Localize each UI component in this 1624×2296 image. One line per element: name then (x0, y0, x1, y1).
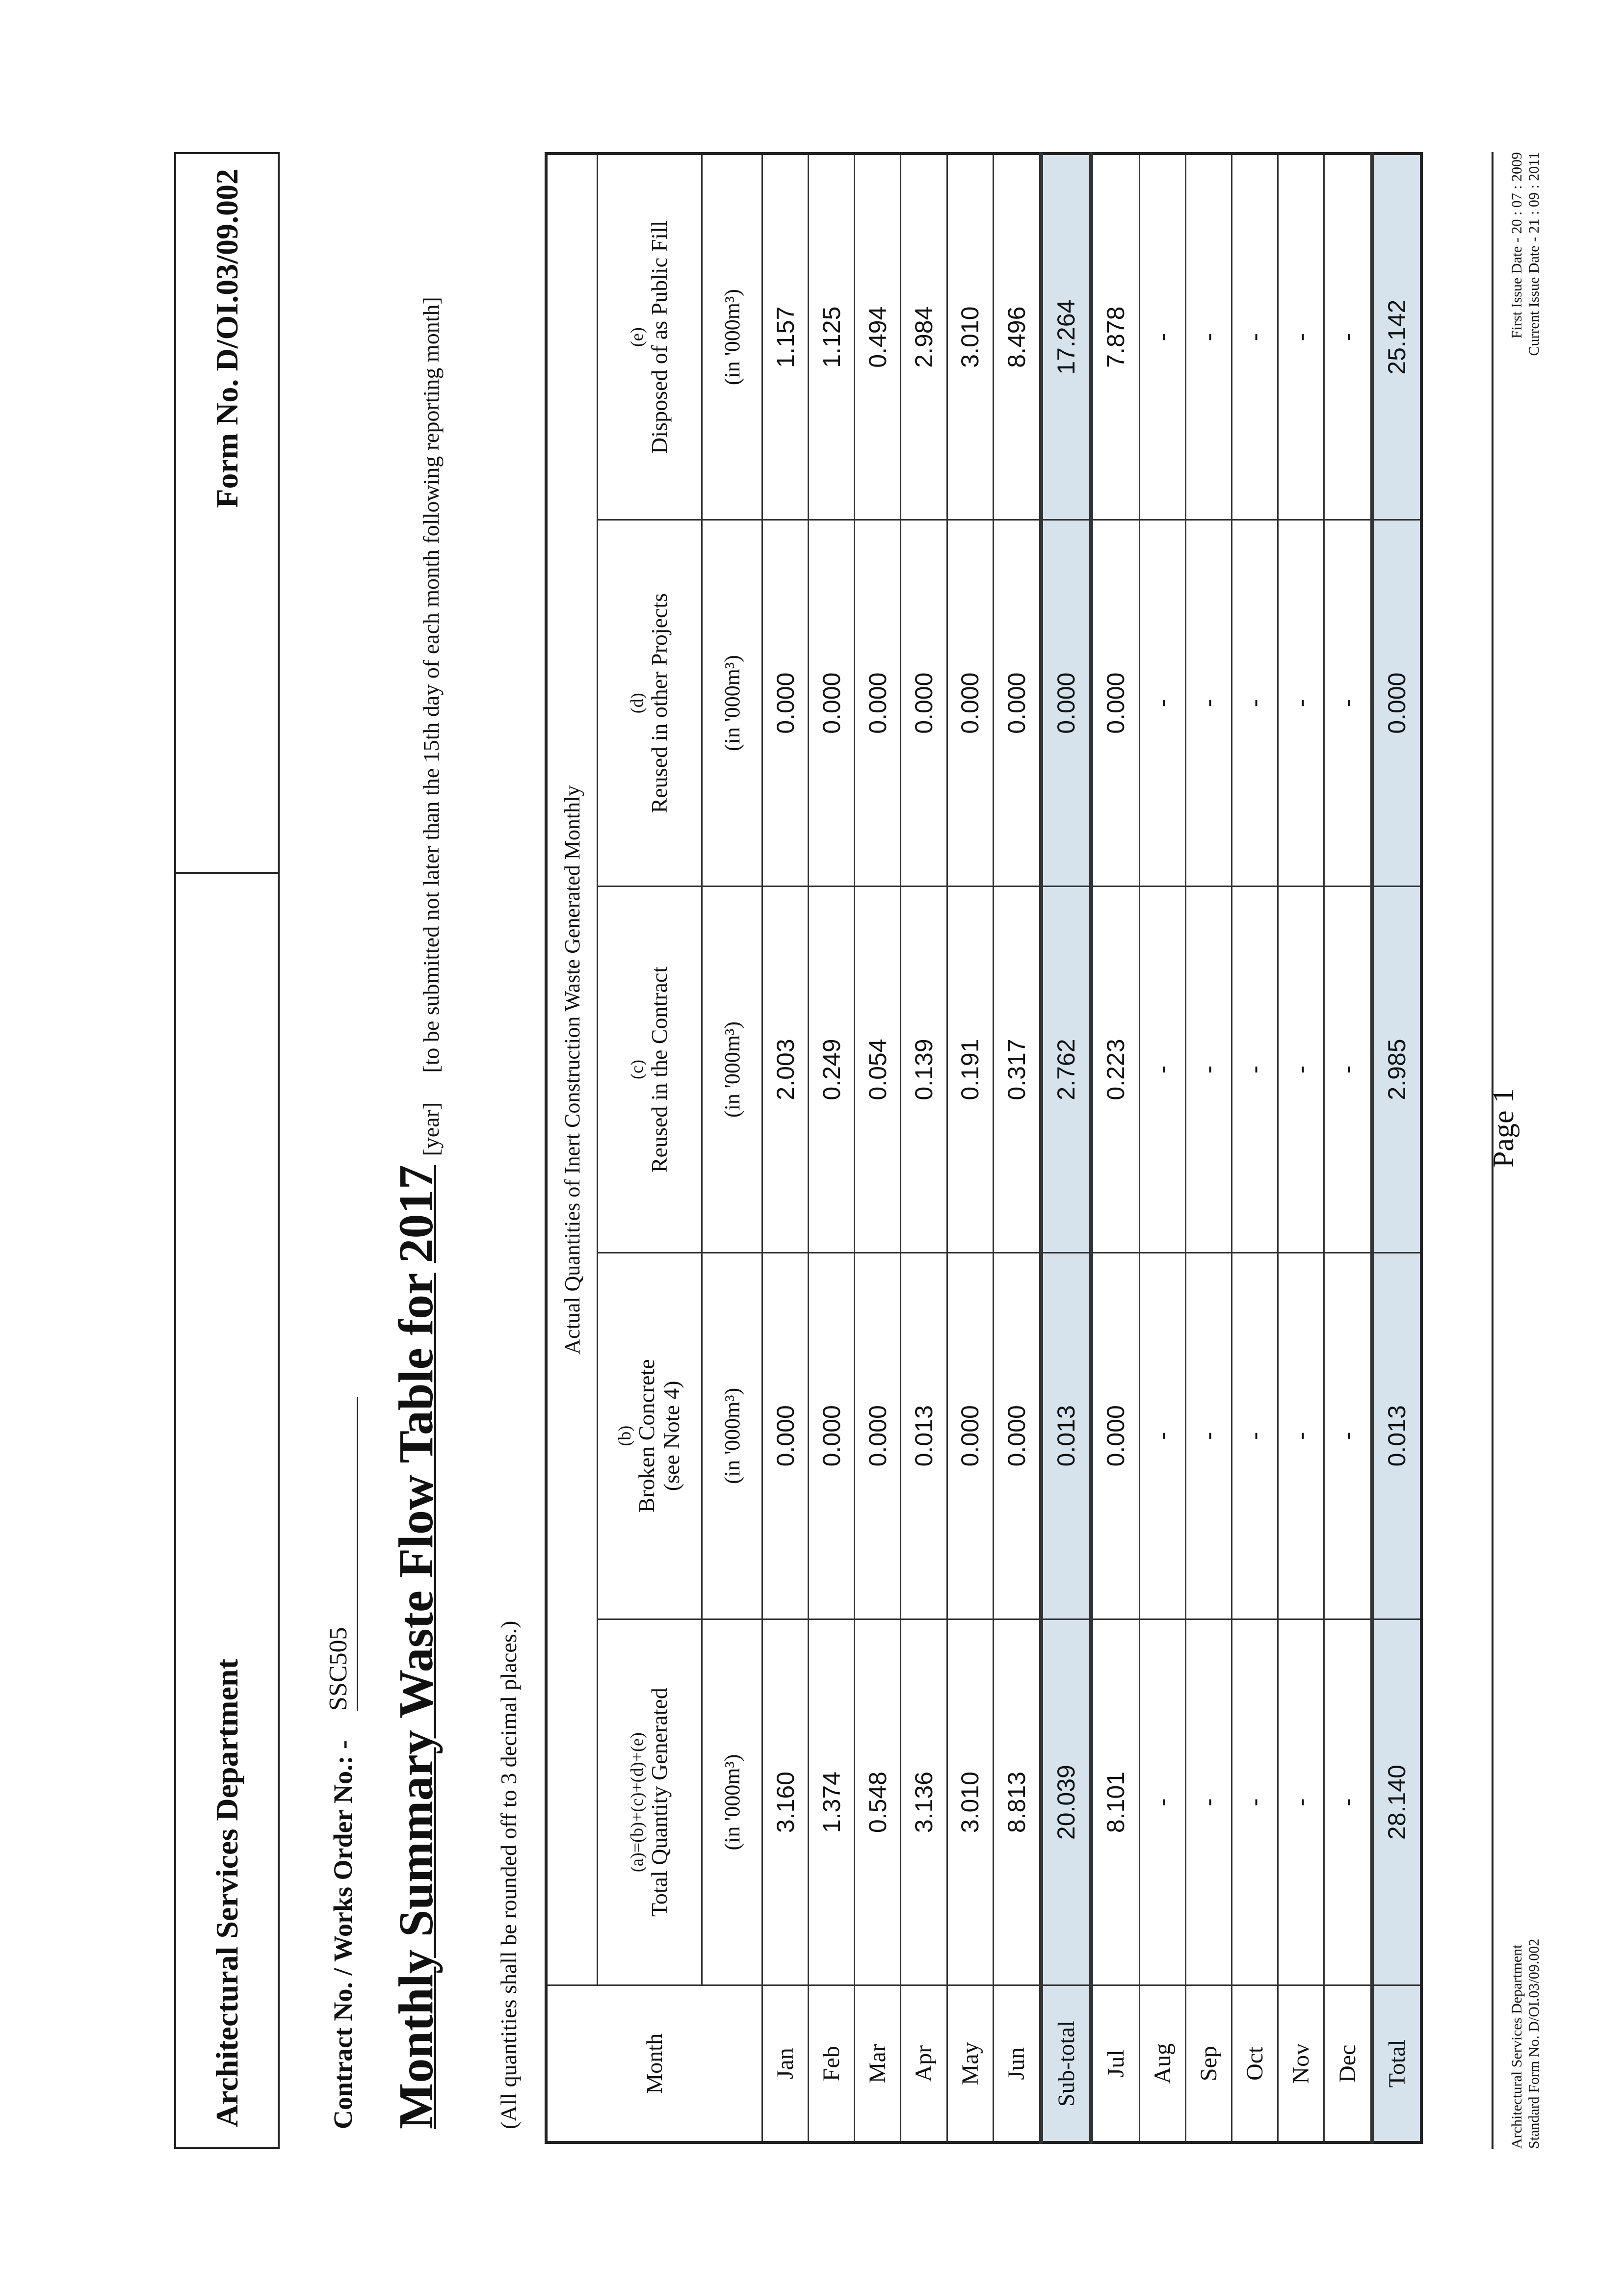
table-row (901, 154, 947, 2142)
value-cell-c: - (1139, 887, 1185, 1253)
page-title-row (388, 297, 444, 2129)
department-title: Architectural Services Department (209, 1659, 244, 2127)
column-header-a: (a)=(b)+(c)+(d)+(e) Total Quantity Generated (598, 1619, 702, 1985)
table-row (993, 154, 1041, 2142)
value-cell-b: 0.000 (993, 1252, 1041, 1619)
value-cell-a: 3.010 (947, 1619, 993, 1985)
value-cell-a: - (1278, 1619, 1324, 1985)
value-cell-b: - (1278, 1252, 1324, 1619)
table-row (855, 154, 901, 2142)
waste-flow-table (545, 152, 1423, 2144)
value-cell-e: 2.984 (901, 154, 947, 520)
value-cell-c: 0.249 (809, 887, 855, 1253)
value-cell-c: 2.985 (1372, 887, 1421, 1253)
value-cell-d: 0.000 (1091, 520, 1139, 887)
month-cell: Feb (809, 1985, 855, 2142)
value-cell-c: - (1278, 887, 1324, 1253)
unit-c: (in '000m³) (702, 887, 762, 1253)
value-cell-b: 0.000 (1091, 1252, 1139, 1619)
submission-note: [to be submitted not later than the 15th day of each month following reporting month] (419, 297, 444, 1073)
table-row (1372, 154, 1421, 2142)
value-cell-e: 8.496 (993, 154, 1041, 520)
value-cell-e: - (1231, 154, 1278, 520)
table-row (1324, 154, 1372, 2142)
month-header: Month (546, 1985, 762, 2142)
table-row (809, 154, 855, 2142)
value-cell-b: - (1324, 1252, 1372, 1619)
value-cell-b: 0.000 (809, 1252, 855, 1619)
table-row (1091, 154, 1139, 2142)
month-cell: Aug (1139, 1985, 1185, 2142)
value-cell-c: 0.317 (993, 887, 1041, 1253)
value-cell-c: 0.054 (855, 887, 901, 1253)
value-cell-c: - (1185, 887, 1231, 1253)
value-cell-a: 20.039 (1041, 1619, 1091, 1985)
value-cell-d: 0.000 (809, 520, 855, 887)
value-cell-b: 0.000 (947, 1252, 993, 1619)
month-cell: Jan (762, 1985, 809, 2142)
table-row (1041, 154, 1091, 2142)
value-cell-a: 1.374 (809, 1619, 855, 1985)
unit-d: (in '000m³) (702, 520, 762, 887)
month-cell: Sep (1185, 1985, 1231, 2142)
value-cell-c: - (1231, 887, 1278, 1253)
table-row (1139, 154, 1185, 2142)
value-cell-e: - (1139, 154, 1185, 520)
month-cell: Oct (1231, 1985, 1278, 2142)
value-cell-b: - (1139, 1252, 1185, 1619)
column-header-e: (e) Disposed of as Public Fill (598, 154, 702, 520)
value-cell-c: 2.003 (762, 887, 809, 1253)
value-cell-c: 0.191 (947, 887, 993, 1253)
form-header (174, 152, 280, 2149)
value-cell-b: 0.013 (901, 1252, 947, 1619)
table-row (1185, 154, 1231, 2142)
month-cell: Jun (993, 1985, 1041, 2142)
month-cell: Jul (1091, 1985, 1139, 2142)
value-cell-d: - (1185, 520, 1231, 887)
value-cell-a: - (1231, 1619, 1278, 1985)
value-cell-a: 28.140 (1372, 1619, 1421, 1985)
value-cell-e: - (1185, 154, 1231, 520)
value-cell-e: 0.494 (855, 154, 901, 520)
month-cell: Apr (901, 1985, 947, 2142)
value-cell-d: 0.000 (762, 520, 809, 887)
value-cell-e: 25.142 (1372, 154, 1421, 520)
value-cell-c: 0.223 (1091, 887, 1139, 1253)
value-cell-d: - (1324, 520, 1372, 887)
table-row (947, 154, 993, 2142)
footer-left: Architectural Services Department Standard Form No. D/OI.03/09.002 (1509, 1938, 1542, 2149)
unit-e: (in '000m³) (702, 154, 762, 520)
value-cell-a: - (1185, 1619, 1231, 1985)
value-cell-a: 3.160 (762, 1619, 809, 1985)
month-cell: Nov (1278, 1985, 1324, 2142)
value-cell-a: 8.813 (993, 1619, 1041, 1985)
value-cell-d: 0.000 (1372, 520, 1421, 887)
value-cell-b: 0.013 (1041, 1252, 1091, 1619)
column-header-c: (c) Reused in the Contract (598, 887, 702, 1253)
contract-row (314, 1397, 358, 2129)
footer-right: First Issue Date - 20 : 07 : 2009 Current Issue Date - 21 : 09 : 2011 (1509, 152, 1542, 356)
unit-a: (in '000m³) (702, 1619, 762, 1985)
value-cell-a: 0.548 (855, 1619, 901, 1985)
value-cell-d: 0.000 (901, 520, 947, 887)
value-cell-e: 1.157 (762, 154, 809, 520)
value-cell-d: 0.000 (855, 520, 901, 887)
report-year: 2017 (389, 1165, 443, 1263)
table-row (762, 154, 809, 2142)
value-cell-e: 17.264 (1041, 154, 1091, 520)
value-cell-e: 1.125 (809, 154, 855, 520)
table-body (762, 154, 1422, 2142)
value-cell-d: 0.000 (947, 520, 993, 887)
value-cell-e: 3.010 (947, 154, 993, 520)
contract-number: SSC505 (324, 1397, 358, 1711)
value-cell-b: - (1185, 1252, 1231, 1619)
value-cell-c: - (1324, 887, 1372, 1253)
value-cell-a: - (1324, 1619, 1372, 1985)
unit-b: (in '000m³) (702, 1252, 762, 1619)
value-cell-b: 0.013 (1372, 1252, 1421, 1619)
table-row (1278, 154, 1324, 2142)
month-cell: May (947, 1985, 993, 2142)
page-title: Monthly Summary Waste Flow Table for (389, 1273, 443, 2129)
value-cell-a: 3.136 (901, 1619, 947, 1985)
group-header: Actual Quantities of Inert Construction Waste Generated Monthly (546, 154, 598, 1985)
value-cell-d: - (1139, 520, 1185, 887)
value-cell-e: 7.878 (1091, 154, 1139, 520)
value-cell-c: 2.762 (1041, 887, 1091, 1253)
value-cell-a: - (1139, 1619, 1185, 1985)
value-cell-b: 0.000 (855, 1252, 901, 1619)
page-number: Page 1 (1487, 1088, 1519, 1168)
value-cell-a: 8.101 (1091, 1619, 1139, 1985)
month-cell: Total (1372, 1985, 1421, 2142)
form-number: Form No. D/OI.03/09.002 (209, 169, 244, 508)
contract-label: Contract No. / Works Order No.: - (328, 1740, 358, 2129)
value-cell-d: - (1278, 520, 1324, 887)
month-cell: Dec (1324, 1985, 1372, 2142)
value-cell-b: 0.000 (762, 1252, 809, 1619)
value-cell-e: - (1278, 154, 1324, 520)
month-cell: Sub-total (1041, 1985, 1091, 2142)
month-cell: Mar (855, 1985, 901, 2142)
value-cell-c: 0.139 (901, 887, 947, 1253)
column-header-b: (b) Broken Concrete (see Note 4) (598, 1252, 702, 1619)
value-cell-d: 0.000 (1041, 520, 1091, 887)
column-header-d: (d) Reused in other Projects (598, 520, 702, 887)
value-cell-d: 0.000 (993, 520, 1041, 887)
rounding-note: (All quantities shall be rounded off to 3 decimal places.) (496, 1620, 521, 2129)
value-cell-d: - (1231, 520, 1278, 887)
year-tag: [year] (419, 1102, 444, 1156)
table-row (1231, 154, 1278, 2142)
value-cell-e: - (1324, 154, 1372, 520)
value-cell-b: - (1231, 1252, 1278, 1619)
